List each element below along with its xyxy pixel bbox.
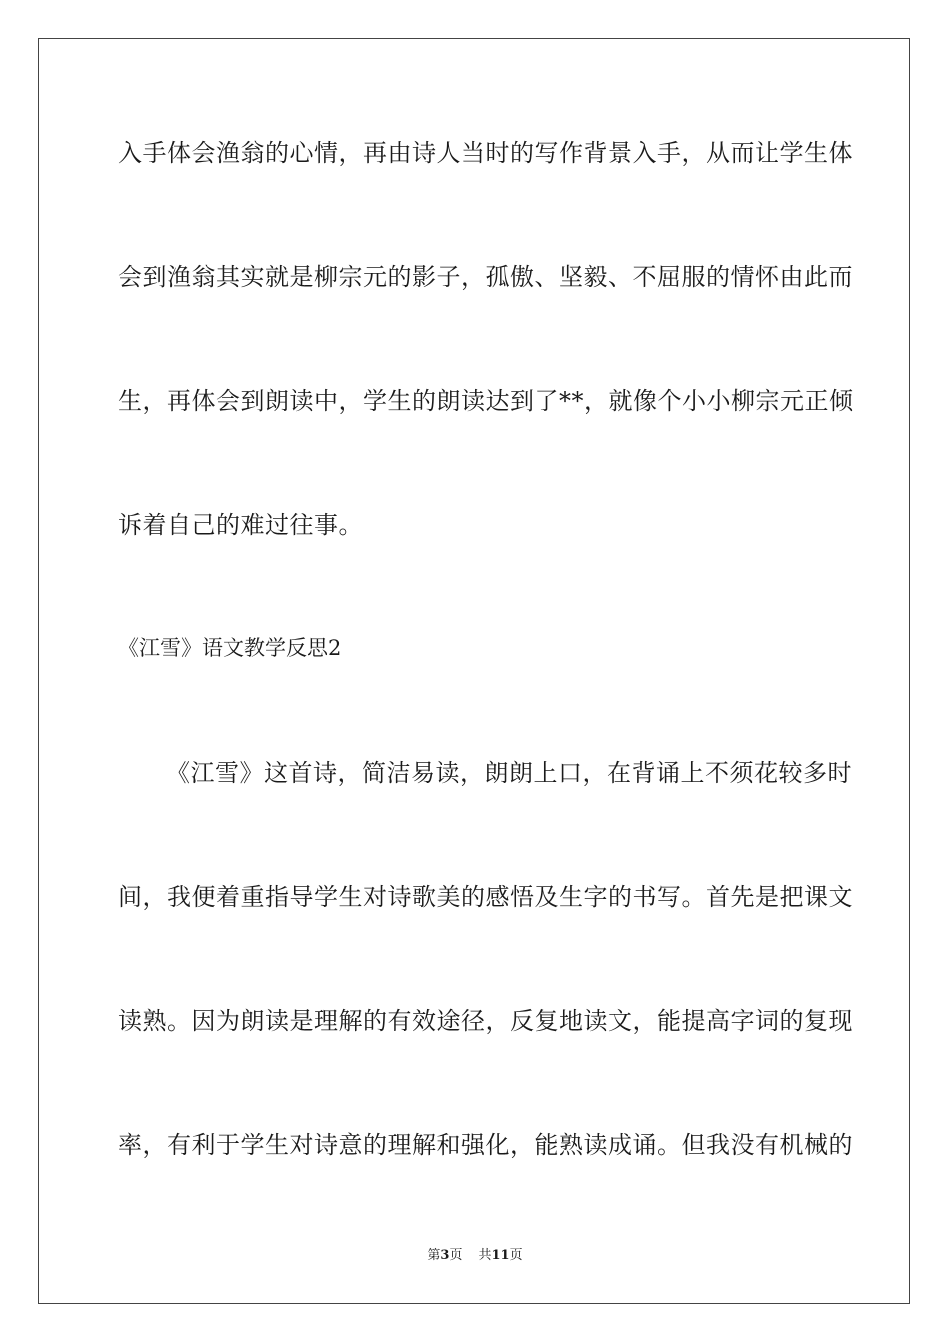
page-number: 3 xyxy=(440,1248,450,1263)
page-suffix: 页 xyxy=(449,1248,463,1263)
page-border xyxy=(38,38,910,1304)
body-text-line: 生，再体会到朗读中，学生的朗读达到了**，就像个小小柳宗元正倾 xyxy=(118,387,854,415)
page-footer xyxy=(0,1248,950,1264)
body-text-line: 率，有利于学生对诗意的理解和强化，能熟读成诵。但我没有机械的 xyxy=(118,1131,853,1159)
total-pages: 11 xyxy=(491,1248,510,1263)
body-text-line: 读熟。因为朗读是理解的有效途径，反复地读文，能提高字词的复现 xyxy=(118,1007,853,1035)
total-prefix: 共 xyxy=(478,1248,492,1263)
body-text-line: 诉着自己的难过往事。 xyxy=(118,511,363,539)
body-text-line: 入手体会渔翁的心情，再由诗人当时的写作背景入手，从而让学生体 xyxy=(118,139,853,167)
body-text-line: 会到渔翁其实就是柳宗元的影子，孤傲、坚毅、不屈服的情怀由此而 xyxy=(118,263,853,291)
total-suffix: 页 xyxy=(509,1248,523,1263)
page-prefix: 第 xyxy=(427,1248,441,1263)
section-title: 《江雪》语文教学反思2 xyxy=(118,636,342,660)
body-text-line: 间，我便着重指导学生对诗歌美的感悟及生字的书写。首先是把课文 xyxy=(118,883,853,911)
body-text-line: 《江雪》这首诗，简洁易读，朗朗上口，在背诵上不须花较多时 xyxy=(166,759,852,787)
